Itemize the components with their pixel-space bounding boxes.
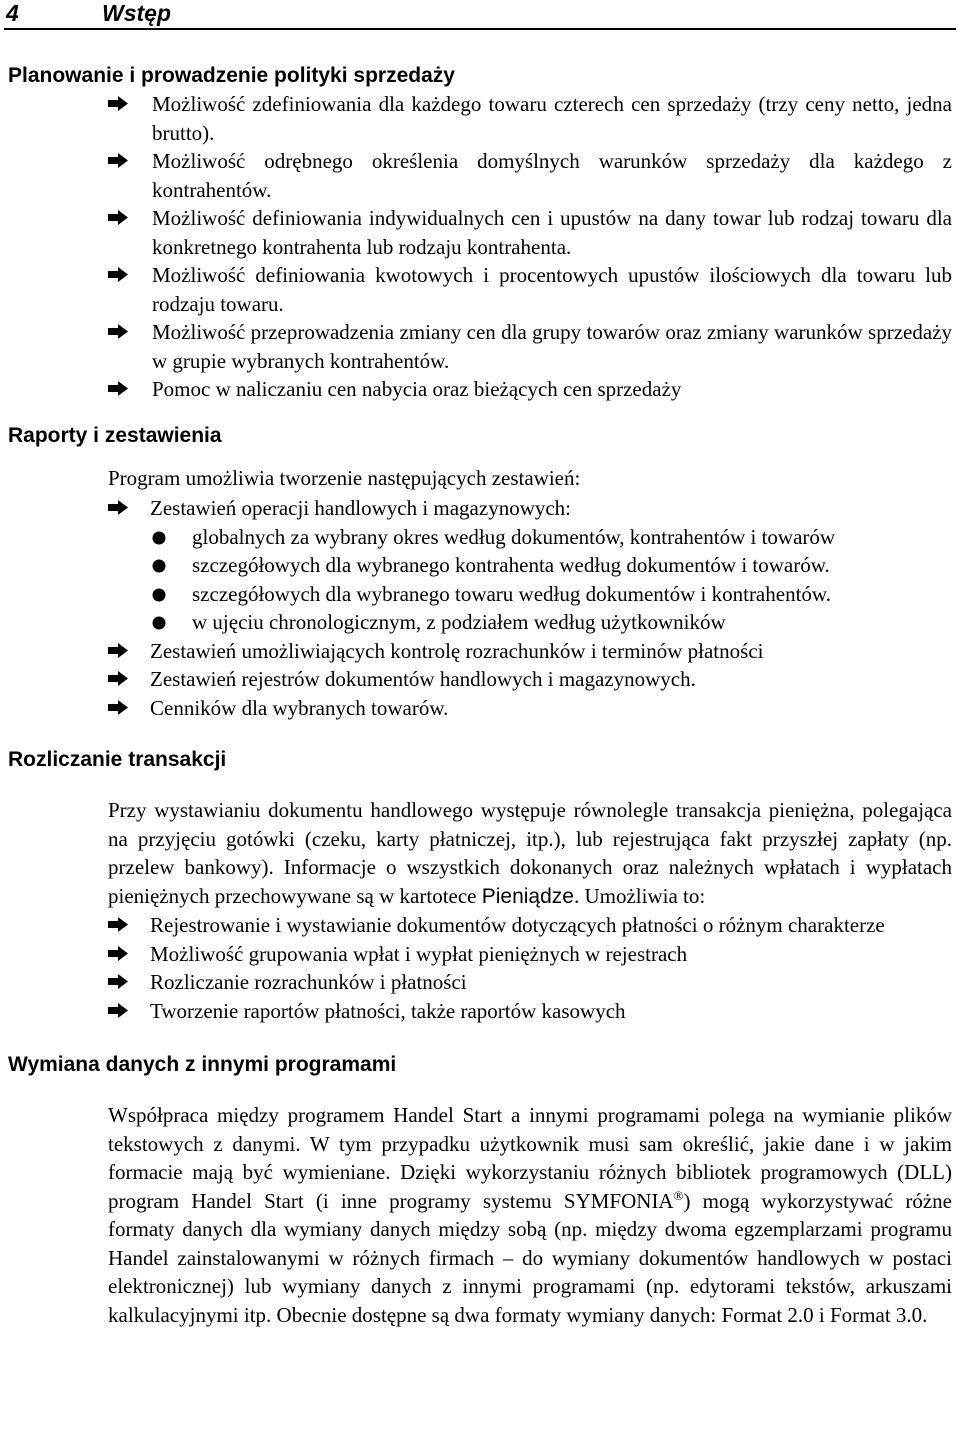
arrow-bullet-icon xyxy=(108,500,128,515)
arrow-bullet-icon xyxy=(108,917,128,932)
sub-list-item: szczegółowych dla wybranego kontrahenta według dokumentów i towarów. xyxy=(8,551,952,580)
registered-mark: ® xyxy=(673,1187,684,1203)
list-item: Zestawień operacji handlowych i magazynowych: xyxy=(8,494,952,523)
list-item: Możliwość zdefiniowania dla każdego towaru czterech cen sprzedaży (trzy ceny netto, jedna brutto). xyxy=(8,90,952,147)
list-item: Możliwość odrębnego określenia domyślnych warunków sprzedaży dla każdego z kontrahentów. xyxy=(8,147,952,204)
settlements-list xyxy=(8,911,952,1025)
list-item: Rozliczanie rozrachunków i płatności xyxy=(8,968,952,997)
arrow-bullet-icon xyxy=(108,1003,128,1018)
arrow-bullet-icon xyxy=(108,324,128,339)
page-number: 4 xyxy=(6,0,19,26)
arrow-bullet-icon xyxy=(108,96,128,111)
list-item: Tworzenie raportów płatności, także raportów kasowych xyxy=(8,997,952,1026)
list-item: Zestawień rejestrów dokumentów handlowych i magazynowych. xyxy=(8,665,952,694)
sales-policy-list xyxy=(8,90,952,404)
pieniadze-module-name: Pieniądze xyxy=(481,884,574,908)
arrow-bullet-icon xyxy=(108,153,128,168)
reports-sublist xyxy=(8,523,952,637)
section-heading-data-exchange: Wymiana danych z innymi programami xyxy=(8,1053,397,1076)
data-exchange-paragraph: Współpraca między programem Handel Start a innymi programami polega na wymianie plików tekstowych z danymi. W tym przypadku użytkownik musi sam określić, jakie dane i w jakim formacie mają być wymieniane. Dzięki wykorzystaniu różnych bibliotek programowych (DLL) program Handel Start (i inne programy systemu SYMFONIA®) mogą wykorzystywać różne formaty danych dla wymiany danych między sobą (np. między dwoma egzemplarzami programu Handel zainstalowanymi w różnych firmach – do wymiany dokumentów handlowych w postaci elektronicznej) lub wymiany danych z innymi programami (np. edytorami tekstów, arkuszami kalkulacyjnymi itp. Obecnie dostępne są dwa formaty wymiany danych: Format 2.0 i Format 3.0. xyxy=(108,1103,953,1327)
list-item: Możliwość definiowania kwotowych i procentowych upustów ilościowych dla towaru lub rodzaju towaru. xyxy=(8,261,952,318)
sub-list-item: szczegółowych dla wybranego towaru według dokumentów i kontrahentów. xyxy=(8,580,952,609)
round-bullet-icon xyxy=(152,531,166,545)
reports-intro: Program umożliwia tworzenie następujących zestawień: xyxy=(108,465,581,490)
list-item: Cenników dla wybranych towarów. xyxy=(8,694,952,723)
section-heading-sales-policy: Planowanie i prowadzenie polityki sprzedaży xyxy=(8,64,455,87)
sub-list-item: globalnych za wybrany okres według dokumentów, kontrahentów i towarów xyxy=(8,523,952,552)
sub-list-item: w ujęciu chronologicznym, z podziałem według użytkowników xyxy=(8,608,952,637)
section-heading-reports: Raporty i zestawienia xyxy=(8,423,222,447)
round-bullet-icon xyxy=(152,588,166,602)
reports-list-continued xyxy=(8,637,952,723)
arrow-bullet-icon xyxy=(108,946,128,961)
chapter-title: Wstęp xyxy=(102,0,171,26)
arrow-bullet-icon xyxy=(108,267,128,282)
list-item: Możliwość definiowania indywidualnych cen i upustów na dany towar lub rodzaj towaru dla konkretnego kontrahenta lub rodzaju kontrahenta. xyxy=(8,204,952,261)
list-item: Zestawień umożliwiających kontrolę rozrachunków i terminów płatności xyxy=(8,637,952,666)
list-item: Możliwość przeprowadzenia zmiany cen dla grupy towarów oraz zmiany warunków sprzedaży w grupie wybranych kontrahentów. xyxy=(8,318,952,375)
settlements-paragraph: Przy wystawianiu dokumentu handlowego występuje równolegle transakcja pieniężna, polegająca na przyjęciu gotówki (czeku, karty płatniczej, itp.), lub rejestrująca fakt przyszłej zapłaty (np. przelew bankowy). Informacje o wszystkich dokonanych oraz należnych wpłatach i wypłatach pieniężnych przechowywane są w kartotece Pieniądze. Umożliwia to: xyxy=(108,798,952,908)
list-item: Możliwość grupowania wpłat i wypłat pieniężnych w rejestrach xyxy=(8,940,952,969)
list-item: Rejestrowanie i wystawianie dokumentów dotyczących płatności o różnym charakterze xyxy=(8,911,952,940)
arrow-bullet-icon xyxy=(108,974,128,989)
arrow-bullet-icon xyxy=(108,700,128,715)
round-bullet-icon xyxy=(152,559,166,573)
arrow-bullet-icon xyxy=(108,210,128,225)
running-header xyxy=(4,0,956,30)
arrow-bullet-icon xyxy=(108,381,128,396)
list-item: Pomoc w naliczaniu cen nabycia oraz bieżących cen sprzedaży xyxy=(8,375,952,404)
arrow-bullet-icon xyxy=(108,671,128,686)
arrow-bullet-icon xyxy=(108,643,128,658)
section-heading-settlements: Rozliczanie transakcji xyxy=(8,748,227,771)
round-bullet-icon xyxy=(152,616,166,630)
reports-list xyxy=(8,494,952,523)
